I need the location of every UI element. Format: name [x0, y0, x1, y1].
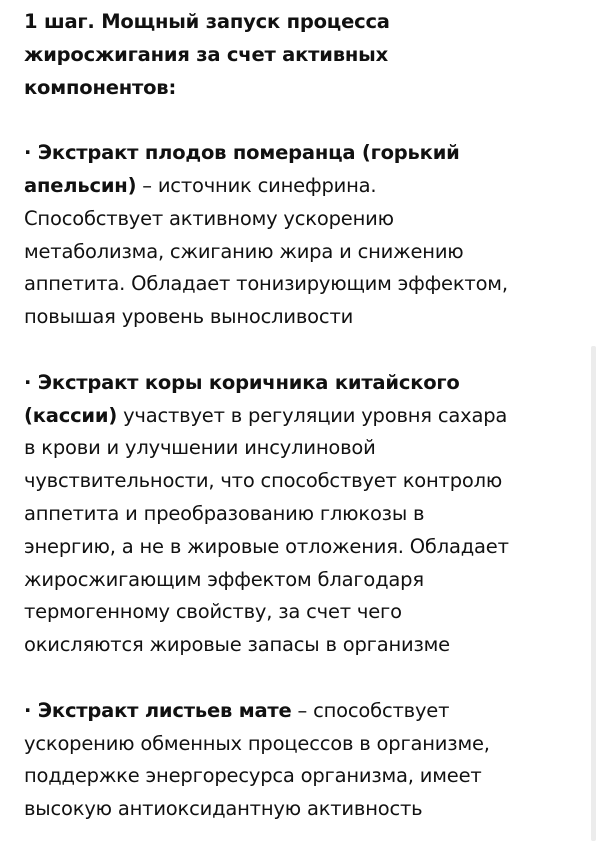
description-text: чувствительности, что способствует контролю	[24, 469, 503, 493]
heading-line: 1 шаг. Мощный запуск процесса	[24, 10, 390, 33]
text-line	[24, 564, 584, 597]
heading-line: компонентов:	[24, 75, 177, 99]
description-text: – источник синефрина.	[136, 173, 377, 197]
description-text: ускорению обменных процессов в организме,	[24, 731, 490, 755]
ingredient-name: · Экстракт коры коричника китайского	[24, 370, 460, 394]
text-line	[24, 170, 584, 203]
description-text: термогенному свойству, за счет чего	[24, 600, 402, 624]
document-body	[24, 6, 584, 826]
text-line	[24, 629, 584, 662]
text-line	[24, 465, 584, 498]
ingredient-item	[24, 137, 584, 334]
description-text: энергию, а не в жировые отложения. Обладает	[24, 534, 509, 558]
text-line	[24, 367, 584, 400]
text-line	[24, 137, 584, 170]
description-text: высокую антиоксидантную активность	[24, 797, 423, 821]
text-line	[24, 596, 584, 629]
text-line	[24, 531, 584, 564]
description-text: – способствует	[291, 698, 450, 722]
description-text: поддержке энергоресурса организма, имеет	[24, 764, 482, 788]
ingredient-name: · Экстракт листьев мате	[24, 698, 292, 722]
description-text: участвует в регуляции уровня сахара	[117, 403, 508, 427]
description-text: метаболизма, сжиганию жира и снижению	[24, 239, 464, 263]
text-line	[24, 728, 584, 761]
description-text: окисляются жировые запасы в организме	[24, 633, 450, 657]
description-text: Способствует активному ускорению	[24, 206, 394, 230]
description-text: в крови и улучшении инсулиновой	[24, 436, 376, 460]
text-line	[24, 236, 584, 269]
ingredient-name: (кассии)	[24, 403, 118, 427]
ingredient-name: апельсин)	[24, 173, 137, 197]
ingredient-item	[24, 695, 584, 826]
step-heading	[24, 6, 584, 104]
text-line	[24, 760, 584, 793]
ingredient-name: · Экстракт плодов померанца (горький	[24, 141, 460, 165]
text-line	[24, 400, 584, 433]
text-line	[24, 301, 584, 334]
text-line	[24, 498, 584, 531]
text-line	[24, 432, 584, 465]
text-line	[24, 793, 584, 826]
paragraph-gap	[24, 662, 584, 695]
heading-line: жиросжигания за счет активных	[24, 42, 388, 66]
description-text: повышая уровень выносливости	[24, 305, 354, 329]
paragraph-gap	[24, 334, 584, 367]
paragraph-gap	[24, 104, 584, 137]
description-text: аппетита. Обладает тонизирующим эффектом,	[24, 272, 508, 296]
scrollbar[interactable]	[591, 346, 596, 841]
description-text: аппетита и преобразованию глюкозы в	[24, 501, 425, 525]
text-line	[24, 695, 584, 728]
text-line	[24, 203, 584, 236]
text-line	[24, 268, 584, 301]
ingredient-item	[24, 367, 584, 662]
description-text: жиросжигающим эффектом благодаря	[24, 567, 424, 591]
